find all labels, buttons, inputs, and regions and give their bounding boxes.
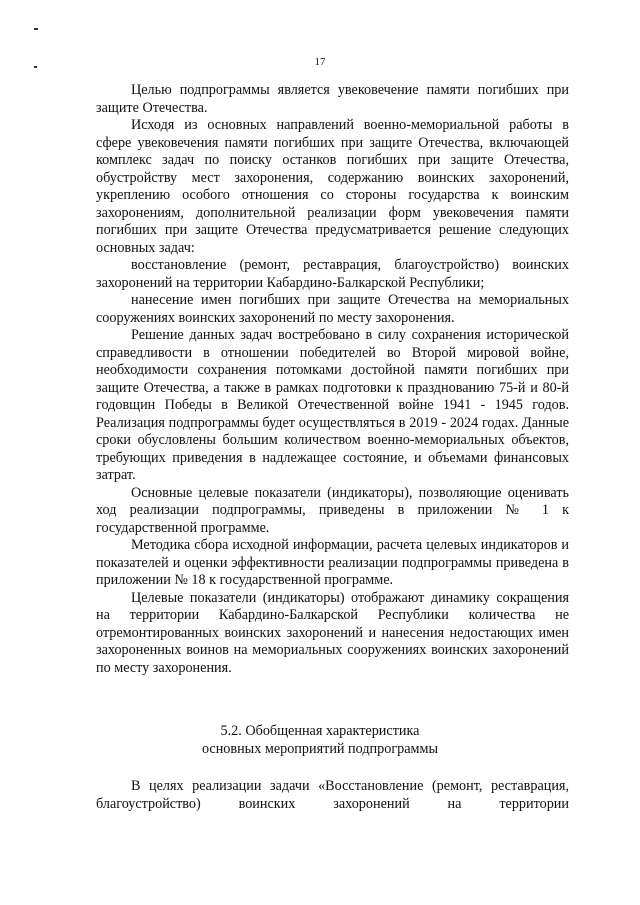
paragraph: Основные целевые показатели (индикаторы), позволяющие оценивать ход реализации подпрограммы, приведены в приложении № 1 к государственной программе. <box>96 484 569 536</box>
body-text <box>96 82 569 677</box>
paragraph: Решение данных задач востребовано в силу сохранения исторической справедливости в отношении победителей во Второй мировой войне, необходимости сохранения потомками достойной памяти погибших при защите Отечества, а также в рамках подготовки к празднованию 75-й и 80-й годовщин Победы в Великой Отечественной войне 1941 - 1945 годов. Реализация подпрограммы будет осуществляться в 2019 - 2024 годах. Данные сроки обусловлены большим количеством военно-мемориальных объектов, требующих приведения в надлежащее состояние, и объемами финансовых затрат. <box>96 327 569 483</box>
paragraph: Методика сбора исходной информации, расчета целевых индикаторов и показателей и оценки эффективности реализации подпрограммы приведена в приложении № 18 к государственной программе. <box>96 537 569 588</box>
page-number: 17 <box>314 56 326 68</box>
paragraph: В целях реализации задачи «Восстановление (ремонт, реставрация, благоустройство) воинских захоронений на территории <box>96 778 569 812</box>
section-heading <box>0 722 640 758</box>
paragraph: Исходя из основных направлений военно-мемориальной работы в сфере увековечения памяти погибших при защите Отечества, включающей комплекс задач по поиску останков погибших при защите Отечества, обустройству мест захоронения, содержанию воинских захоронений, укреплению особого отношения со стороны государства к воинским захоронениям, дополнительной реализации форм увековечения памяти погибших при защите Отечества предусматривается решение следующих основных задач: <box>96 117 569 256</box>
paragraph: восстановление (ремонт, реставрация, благоустройство) воинских захоронений на территории Кабардино-Балкарской Республики; <box>96 257 569 291</box>
paragraph: нанесение имен погибших при защите Отечества на мемориальных сооружениях воинских захоронений по месту захоронения. <box>96 292 569 326</box>
section-heading-line: основных мероприятий подпрограммы <box>201 741 439 757</box>
scan-mark <box>34 28 38 30</box>
tail-text <box>96 777 569 813</box>
paragraph: Целевые показатели (индикаторы) отображают динамику сокращения на территории Кабардино-Балкарской Республики количества не отремонтированных воинских захоронений и нанесения недостающих имен захороненных воинов на мемориальных сооружениях воинских захоронений по месту захоронения. <box>96 589 569 676</box>
section-heading-line: 5.2. Обобщенная характеристика <box>220 723 420 739</box>
paragraph: Целью подпрограммы является увековечение памяти погибших при защите Отечества. <box>96 82 569 116</box>
